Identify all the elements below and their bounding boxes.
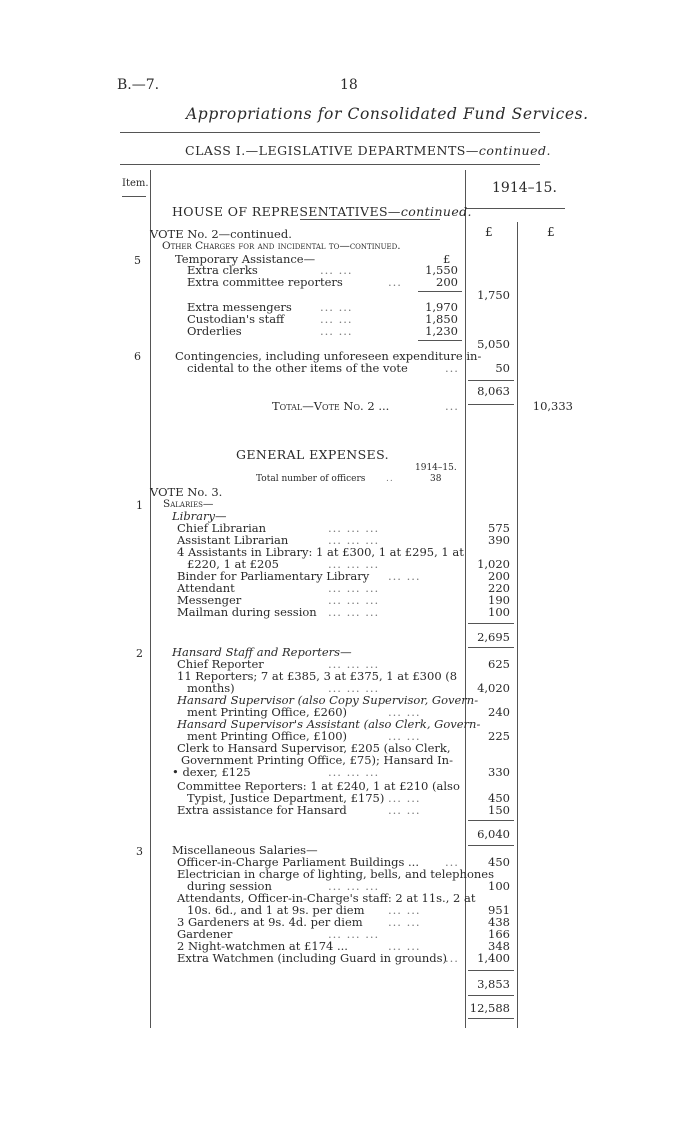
hansard-supervisor-dots: ... ...: [388, 705, 421, 719]
hansard-clerk-amount: 330: [488, 765, 510, 779]
extra-assistance-amount: 150: [488, 803, 510, 817]
binder-label: Binder for Parliamentary Library: [177, 569, 370, 583]
general-expenses-title: GENERAL EXPENSES.: [236, 447, 389, 462]
library-heading: Library—: [172, 509, 227, 523]
chief-reporter-label: Chief Reporter: [177, 657, 264, 671]
mailman-dots: ... ... ...: [328, 605, 380, 619]
subtotal-temporary-2: 5,050: [477, 337, 510, 351]
binder-dots: ... ...: [388, 569, 421, 583]
night-watchmen-label: 2 Night-watchmen at £174 ...: [177, 939, 348, 953]
item-number-2: 2: [136, 647, 143, 660]
item-number-3: 3: [136, 845, 143, 858]
misc-salaries-heading: Miscellaneous Salaries—: [172, 843, 318, 857]
item-number-1: 1: [136, 499, 143, 512]
inner-pound-sign: £: [443, 252, 451, 266]
library-assistants-line-1: 4 Assistants in Library: 1 at £300, 1 at £295, 1 at: [177, 545, 464, 559]
electrician-line-1: Electrician in charge of lighting, bells, and telephones: [177, 867, 494, 881]
library-assistants-line-2: £220, 1 at £205: [187, 557, 279, 571]
officer-in-charge-dots: ...: [445, 855, 459, 869]
vote-2-heading: VOTE No. 2—continued.: [150, 227, 292, 241]
amount-column-rule-mid: [517, 222, 518, 1028]
assistant-librarian-label: Assistant Librarian: [177, 533, 289, 547]
library-assistants-dots: ... ... ...: [328, 557, 380, 571]
item-number-6: 6: [134, 350, 141, 363]
vote-3-heading: VOTE No. 3.: [150, 485, 223, 499]
officers-label: Total number of officers: [256, 474, 366, 484]
assistant-librarian-amount: 390: [488, 533, 510, 547]
contingencies-amount: 50: [495, 361, 510, 375]
contingencies-dots: ...: [445, 361, 459, 375]
reporters-line-2: months): [187, 681, 235, 695]
messenger-amount: 190: [488, 593, 510, 607]
officers-dots: ..: [386, 474, 394, 484]
officer-in-charge-label: Officer-in-Charge Parliament Buildings ...: [177, 855, 419, 869]
total-vote-2-label: [272, 400, 389, 412]
officers-year: 1914–15.: [415, 463, 457, 473]
committee-reporters-line-1: Committee Reporters: 1 at £240, 1 at £210 (also: [177, 779, 460, 793]
item-number-5: 5: [134, 254, 141, 267]
electrician-dots: ... ... ...: [328, 879, 380, 893]
extra-clerks-dots: ... ...: [320, 263, 353, 277]
mailman-label: Mailman during session: [177, 605, 317, 619]
other-charges-heading: Other Charges for and incidental to—continued.: [162, 240, 401, 252]
messenger-label: Messenger: [177, 593, 242, 607]
binder-amount: 200: [488, 569, 510, 583]
year-column-header: 1914–15.: [492, 180, 557, 196]
grand-sum-rule-bottom: [468, 1018, 514, 1019]
hansard-supervisor-amount: 240: [488, 705, 510, 719]
messenger-dots: ... ... ...: [328, 593, 380, 607]
extra-watchmen-label: Extra Watchmen (including Guard in grounds): [177, 951, 448, 965]
custodians-staff-label: Custodian's staff: [187, 312, 285, 326]
subtotal-temporary-1: 1,750: [477, 288, 510, 302]
extra-messengers-dots: ... ...: [320, 300, 353, 314]
class-title-cont: continued.: [478, 143, 551, 158]
item-col-underline: [122, 196, 146, 197]
temporary-assistance-heading: Temporary Assistance—: [175, 252, 316, 266]
gardeners-label: 3 Gardeners at 9s. 4d. per diem: [177, 915, 363, 929]
item-column-header: Item.: [122, 178, 149, 189]
committee-reporters-dots: ... ...: [388, 791, 421, 805]
hansard-assistant-line-1: Hansard Supervisor's Assistant (also Clerk, Govern-: [177, 717, 481, 731]
attendant-label: Attendant: [177, 581, 235, 595]
extra-watchmen-dots: ...: [445, 951, 459, 965]
custodians-staff-amount: 1,850: [425, 312, 458, 326]
extra-watchmen-amount: 1,400: [477, 951, 510, 965]
chief-reporter-dots: ... ... ...: [328, 657, 380, 671]
chief-librarian-label: Chief Librarian: [177, 521, 267, 535]
extra-assistance-dots: ... ...: [388, 803, 421, 817]
hansard-assistant-amount: 225: [488, 729, 510, 743]
gardener-dots: ... ... ...: [328, 927, 380, 941]
header-rule: [120, 164, 540, 165]
extra-messengers-amount: 1,970: [425, 300, 458, 314]
attendants-line-1: Attendants, Officer-in-Charge's staff: 2 at 11s., 2 at: [177, 891, 476, 905]
item-column-rule: [150, 170, 151, 1028]
subtotal-vote-2: 8,063: [477, 384, 510, 398]
chief-librarian-dots: ... ... ...: [328, 521, 380, 535]
contingencies-line-2: cidental to the other items of the vote: [187, 361, 408, 375]
electrician-amount: 100: [488, 879, 510, 893]
orderlies-label: Orderlies: [187, 324, 242, 338]
mailman-amount: 100: [488, 605, 510, 619]
library-assistants-amount: 1,020: [477, 557, 510, 571]
chief-librarian-amount: 575: [488, 521, 510, 535]
extra-clerks-label: Extra clerks: [187, 263, 258, 277]
house-title-rule: [300, 219, 440, 220]
grand-sum-rule: [468, 995, 514, 996]
hansard-clerk-dots: ... ... ...: [328, 765, 380, 779]
hansard-sum-rule-bottom: [468, 845, 514, 846]
attendant-dots: ... ... ...: [328, 581, 380, 595]
attendants-dots: ... ...: [388, 903, 421, 917]
hansard-clerk-line-2: Government Printing Office, £75); Hansard In-: [181, 753, 453, 767]
hansard-sum-rule: [468, 820, 514, 821]
electrician-line-2: during session: [187, 879, 272, 893]
class-title: [185, 143, 551, 158]
pound-sign-col2: £: [547, 225, 555, 239]
hansard-subtotal: 6,040: [477, 827, 510, 841]
gardeners-amount: 438: [488, 915, 510, 929]
hansard-clerk-line-1: Clerk to Hansard Supervisor, £205 (also Clerk,: [177, 741, 451, 755]
night-watchmen-dots: ... ...: [388, 939, 421, 953]
misc-sum-rule: [468, 970, 514, 971]
extra-committee-reporters-amount: 200: [436, 275, 458, 289]
attendant-amount: 220: [488, 581, 510, 595]
custodians-staff-dots: ... ...: [320, 312, 353, 326]
total-vote-2-rule: [468, 404, 514, 405]
total-vote-2-amount: 10,333: [532, 399, 573, 413]
hansard-supervisor-line-2: ment Printing Office, £260): [187, 705, 348, 719]
year-header-rule: [465, 208, 565, 209]
committee-reporters-line-2: Typist, Justice Department, £175): [187, 791, 385, 805]
attendants-amount: 951: [488, 903, 510, 917]
total-vote-2-dots: ...: [445, 399, 459, 413]
attendants-line-2: 10s. 6d., and 1 at 9s. per diem: [187, 903, 365, 917]
class-title-main: CLASS I.—LEGISLATIVE DEPARTMENTS—: [185, 143, 479, 158]
committee-reporters-amount: 450: [488, 791, 510, 805]
vote2-sum-rule: [468, 380, 514, 381]
contingencies-line-1: Contingencies, including unforeseen expenditure in-: [175, 349, 482, 363]
reporters-line-1: 11 Reporters; 7 at £385, 3 at £375, 1 at £300 (8: [177, 669, 458, 683]
page-title: Appropriations for Consolidated Fund Services.: [186, 105, 589, 123]
hansard-assistant-line-2: ment Printing Office, £100): [187, 729, 348, 743]
night-watchmen-amount: 348: [488, 939, 510, 953]
extra-messengers-label: Extra messengers: [187, 300, 292, 314]
gardener-amount: 166: [488, 927, 510, 941]
extra-committee-reporters-label: Extra committee reporters: [187, 275, 343, 289]
misc-subtotal: 3,853: [477, 977, 510, 991]
orderlies-amount: 1,230: [425, 324, 458, 338]
hansard-heading: Hansard Staff and Reporters—: [172, 645, 352, 659]
salaries-heading: Salaries—: [163, 498, 214, 510]
extra-committee-reporters-dots: ...: [388, 275, 402, 289]
reporters-amount: 4,020: [477, 681, 510, 695]
assistant-librarian-dots: ... ... ...: [328, 533, 380, 547]
library-sum-rule: [468, 623, 514, 624]
officers-count: 38: [430, 474, 442, 484]
chief-reporter-amount: 625: [488, 657, 510, 671]
extra-clerks-amount: 1,550: [425, 263, 458, 277]
library-sum-rule-bottom: [468, 647, 514, 648]
page-number: 18: [340, 77, 358, 93]
inner-sum-rule-1: [418, 291, 462, 292]
pound-sign-col1: £: [485, 225, 493, 239]
hansard-clerk-line-3: • dexer, £125: [172, 765, 251, 779]
house-title-main: HOUSE OF REPRESENTATIVES—: [172, 204, 401, 219]
vote-3-subtotal: 12,588: [469, 1001, 510, 1015]
inner-sum-rule-2: [418, 340, 462, 341]
house-title: [172, 204, 472, 219]
orderlies-dots: ... ...: [320, 324, 353, 338]
hansard-assistant-dots: ... ...: [388, 729, 421, 743]
house-title-cont: continued.: [400, 204, 472, 219]
extra-assistance-label: Extra assistance for Hansard: [177, 803, 347, 817]
library-subtotal: 2,695: [477, 630, 510, 644]
reporters-dots: ... ... ...: [328, 681, 380, 695]
hansard-supervisor-line-1: Hansard Supervisor (also Copy Supervisor, Govern-: [177, 693, 479, 707]
gardeners-dots: ... ...: [388, 915, 421, 929]
report-reference: B.—7.: [117, 77, 160, 93]
officer-in-charge-amount: 450: [488, 855, 510, 869]
title-rule: [120, 132, 540, 133]
total-vote-2-text: Total—Vote No. 2 ...: [272, 399, 390, 413]
gardener-label: Gardener: [177, 927, 233, 941]
